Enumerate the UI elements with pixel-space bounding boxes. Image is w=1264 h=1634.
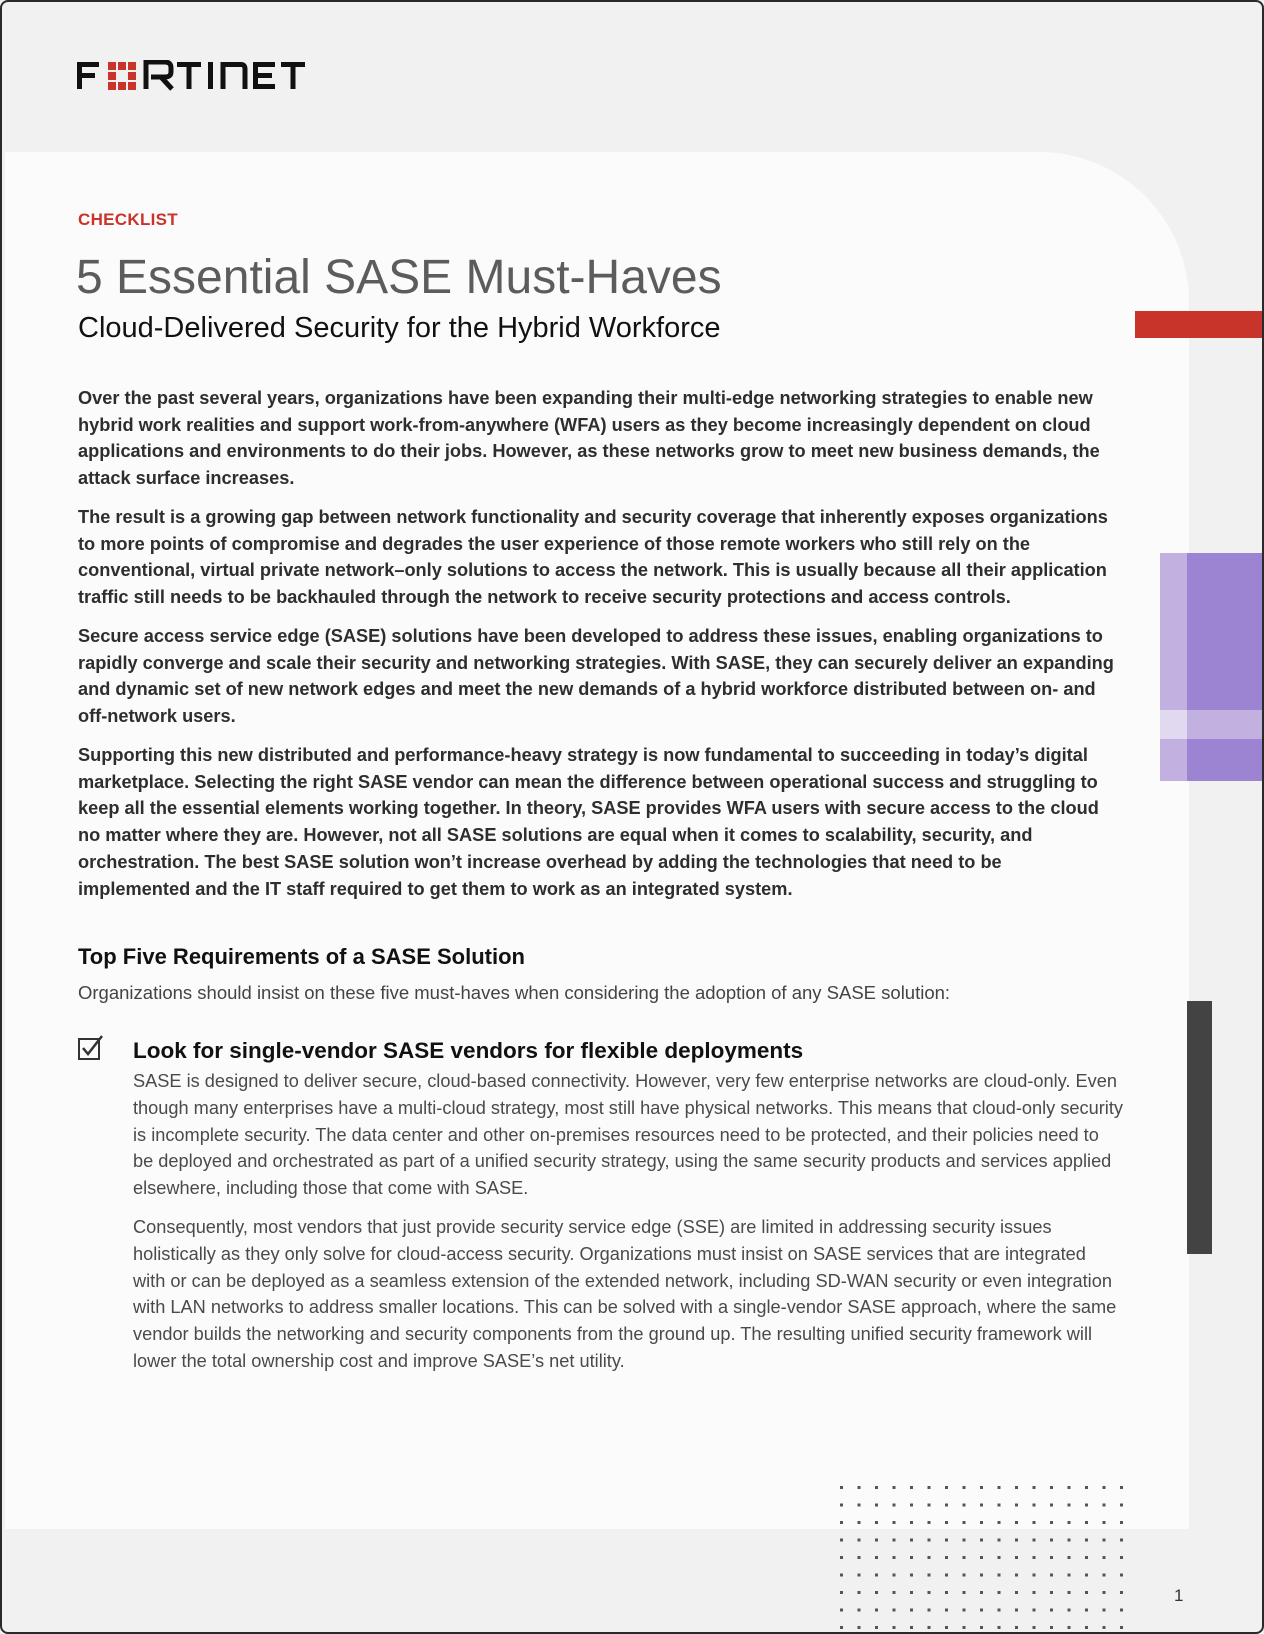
document-type-label: CHECKLIST	[78, 210, 178, 229]
purple-accent-block	[1187, 710, 1262, 739]
dot-grid-decoration	[840, 1486, 1130, 1634]
intro-paragraph: Supporting this new distributed and performance-heavy strategy is now fundamental to succeeding in today’s digital marketplace. Selecting the right SASE vendor can mean the difference between operational success and struggling to keep all the essential elements working together. In theory, SASE provides WFA users with secure access to the cloud no matter where they are. However, not all SASE solutions are equal when it comes to scalability, security, and orchestration. The best SASE solution won’t increase overhead by adding the technologies that need to be implemented and the IT staff required to get them to work as an integrated system.	[78, 745, 1099, 899]
purple-accent-block	[1160, 553, 1187, 710]
purple-accent-block	[1160, 710, 1187, 739]
checklist-item-heading: Look for single-vendor SASE vendors for flexible deployments	[133, 1038, 804, 1063]
purple-accent-block	[1160, 739, 1187, 781]
page-subtitle: Cloud-Delivered Security for the Hybrid Workforce	[78, 312, 721, 344]
checklist-item-paragraph: SASE is designed to deliver secure, cloud-based connectivity. However, very few enterprise networks are cloud-only. Even though many enterprises have a multi-cloud strategy, most still have physical networks. This means that cloud-only security is incomplete security. The data center and other on-premises resources need to be protected, and their policies need to be deployed and orchestrated as part of a unified security strategy, using the same security products and services applied elsewhere, including those that come with SASE.	[133, 1071, 1123, 1199]
intro-paragraph: Over the past several years, organizations have been expanding their multi-edge networking strategies to enable new hybrid work realities and support work-from-anywhere (WFA) users as they become increasingly dependent on cloud applications and environments to do their jobs. However, as these networks grow to meet new business demands, the attack surface increases.	[78, 388, 1100, 489]
purple-accent-block	[1187, 553, 1262, 710]
page-number: 1	[1174, 1586, 1184, 1605]
fortinet-logo	[77, 60, 309, 92]
dark-accent-bar	[1187, 1001, 1212, 1254]
section-intro: Organizations should insist on these five must-haves when considering the adoption of any SASE solution:	[78, 982, 951, 1003]
section-heading: Top Five Requirements of a SASE Solution	[78, 944, 525, 969]
checkbox-checked-icon	[78, 1035, 104, 1061]
red-accent-bar	[1135, 311, 1262, 338]
checklist-item-paragraph: Consequently, most vendors that just provide security service edge (SSE) are limited in addressing security issues holistically as they only solve for cloud-access security. Organizations must insist on SASE services that are integrated with or can be deployed as a seamless extension of the extended network, including SD-WAN security or even integration with LAN networks to address smaller locations. This can be solved with a single-vendor SASE approach, where the same vendor builds the networking and security components from the ground up. The resulting unified security framework will lower the total ownership cost and improve SASE’s net utility.	[133, 1217, 1117, 1371]
page-title: 5 Essential SASE Must-Haves	[76, 251, 722, 304]
purple-accent-block	[1187, 739, 1262, 781]
intro-paragraph: The result is a growing gap between network functionality and security coverage that inherently exposes organizations to more points of compromise and degrades the user experience of those remote workers who still rely on the conventional, virtual private network–only solutions to access the network. This is usually because all their application traffic still needs to be backhauled through the network to receive security protections and access controls.	[78, 507, 1108, 608]
intro-paragraph: Secure access service edge (SASE) solutions have been developed to address these issues, enabling organizations to rapidly converge and scale their security and networking strategies. With SASE, they can securely deliver an expanding and dynamic set of new network edges and meet the new demands of a hybrid workforce distributed between on- and off-network users.	[78, 626, 1114, 727]
